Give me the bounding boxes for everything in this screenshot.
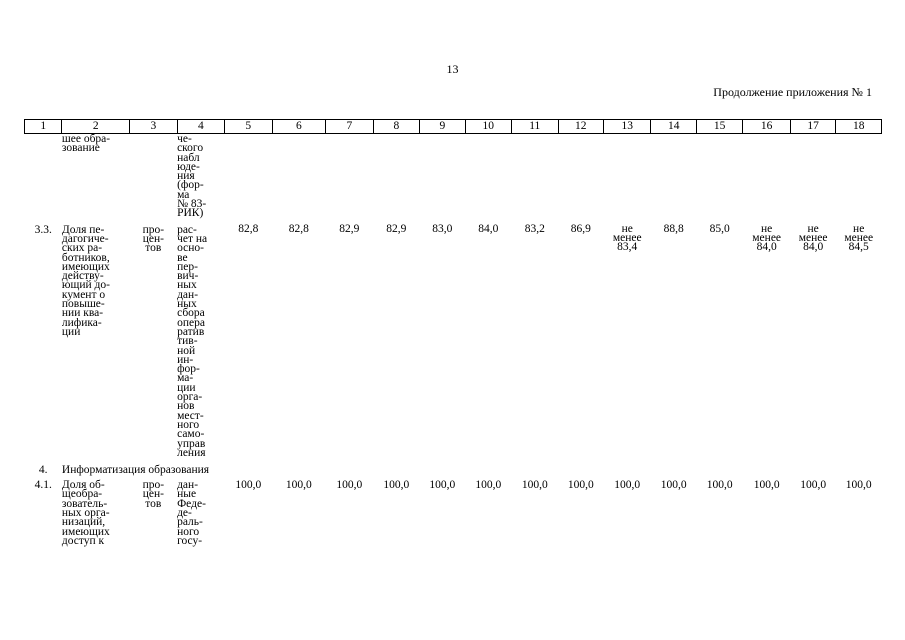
cell-value-col-6: 100,0 — [285, 479, 312, 492]
column-header-6: 6 — [272, 120, 326, 134]
text-line: раль- — [177, 516, 203, 529]
column-header-4: 4 — [177, 120, 224, 134]
text-line: тив- — [177, 335, 198, 348]
text-line: тов — [145, 242, 162, 255]
cell-name — [62, 219, 130, 458]
text-line: доступ к — [61, 534, 105, 547]
text-line: 83,2 — [524, 222, 545, 235]
cell-value-col-5: 100,0 — [235, 479, 262, 492]
cell-value-col-7: 100,0 — [336, 479, 363, 492]
text-line: управ — [177, 437, 206, 450]
cell-value-col-13: 100,0 — [614, 479, 641, 492]
text-line: 82,9 — [339, 222, 360, 235]
column-header-16: 16 — [743, 120, 790, 134]
text-line: ного — [177, 418, 200, 431]
cell-value-col-16: 100,0 — [753, 479, 780, 492]
text-line: 85,0 — [709, 222, 730, 235]
text-line: дан- — [177, 288, 199, 301]
cell-value-col-14: 100,0 — [660, 479, 687, 492]
text-line: ин- — [177, 353, 194, 366]
cell-number: 3.3. — [34, 223, 52, 236]
text-line: ления — [177, 446, 206, 459]
text-line: 83,4 — [617, 241, 638, 254]
text-line: 88,8 — [663, 222, 684, 235]
column-header-14: 14 — [651, 120, 696, 134]
text-line: (фор- — [177, 179, 204, 192]
text-line: менее — [844, 231, 874, 244]
cell-value-col-5 — [225, 219, 272, 458]
text-line: ских ра- — [61, 242, 103, 255]
cell-source — [177, 476, 224, 546]
text-line: осно- — [177, 242, 204, 255]
table-row-continuation — [25, 134, 882, 219]
text-line: пер- — [177, 260, 198, 273]
cell-value-col-18 — [836, 219, 882, 458]
text-line: цен- — [142, 488, 164, 501]
cell-value-col-9: 100,0 — [429, 479, 456, 492]
cell-value-col-18: 100,0 — [845, 479, 872, 492]
table-row-3-3 — [25, 219, 882, 458]
text-line: ратив — [177, 325, 205, 338]
table-row-section-4 — [25, 458, 882, 476]
column-header-2: 2 — [62, 120, 130, 134]
text-line: ющий до- — [61, 279, 110, 292]
table-row-4-1 — [25, 476, 882, 546]
column-header-8: 8 — [373, 120, 419, 134]
column-header-1: 1 — [25, 120, 62, 134]
text-line: госу- — [177, 534, 203, 547]
text-line: ве — [177, 251, 188, 264]
text-line: юде- — [177, 160, 200, 173]
text-line: орга- — [177, 391, 203, 404]
section-number: 4. — [38, 464, 48, 477]
column-header-3: 3 — [130, 120, 177, 134]
text-line: чет на — [177, 232, 208, 245]
cell-name — [62, 134, 130, 219]
text-line: тов — [145, 497, 162, 510]
text-line: вич- — [177, 270, 199, 283]
column-header-15: 15 — [696, 120, 742, 134]
text-line: ма — [177, 188, 190, 201]
cell-value-col-10: 100,0 — [475, 479, 502, 492]
cell-value-col-13 — [603, 219, 650, 458]
text-line: не — [761, 222, 773, 235]
continuation-label: Продолжение приложения № 1 — [713, 85, 872, 99]
text-line: 82,9 — [386, 222, 407, 235]
column-header-17: 17 — [790, 120, 835, 134]
column-header-5: 5 — [225, 120, 272, 134]
text-line: набл — [177, 151, 200, 164]
column-header-9: 9 — [420, 120, 465, 134]
text-line: ции — [61, 325, 81, 338]
text-line: ма- — [177, 372, 194, 385]
text-line: де- — [177, 506, 192, 519]
text-line: мест- — [177, 409, 204, 422]
text-line: Доля пе- — [61, 223, 105, 236]
column-header-7: 7 — [326, 120, 373, 134]
cell-source — [177, 219, 224, 458]
text-line: ной — [177, 344, 196, 357]
cell-value-col-14 — [651, 219, 696, 458]
text-line: ботников, — [61, 251, 110, 264]
text-line: ных — [177, 298, 197, 311]
text-line: ные — [177, 488, 197, 501]
cell-value-col-11: 100,0 — [521, 479, 548, 492]
text-line: нов — [177, 400, 195, 413]
text-line: нии ква- — [61, 307, 104, 320]
text-line: имеющих — [61, 525, 110, 538]
text-line: Феде- — [177, 497, 206, 510]
text-line: шее обра- — [61, 133, 111, 145]
text-line: менее — [752, 231, 782, 244]
text-line: 86,9 — [570, 222, 591, 235]
text-line: менее — [612, 231, 642, 244]
cell-value-col-9 — [420, 219, 465, 458]
cell-value-col-17 — [790, 219, 835, 458]
cell-value-col-8 — [373, 219, 419, 458]
section-title: Информатизация образования — [61, 464, 210, 477]
text-line: повыше- — [61, 298, 105, 311]
cell-value-col-15 — [696, 219, 742, 458]
text-line: кумент о — [61, 288, 106, 301]
cell-value-col-7 — [326, 219, 373, 458]
text-line: щеобра- — [61, 488, 103, 501]
text-line: ных орга- — [61, 506, 110, 519]
column-header-13: 13 — [603, 120, 650, 134]
text-line: 84,5 — [848, 241, 869, 254]
text-line: про- — [142, 223, 165, 236]
column-header-18: 18 — [836, 120, 882, 134]
text-line: цен- — [142, 232, 164, 245]
cell-value-col-11 — [512, 219, 558, 458]
column-header-11: 11 — [512, 120, 558, 134]
text-line: 82,8 — [288, 222, 309, 235]
text-line: дан- — [177, 479, 199, 492]
cell-value-col-15: 100,0 — [706, 479, 733, 492]
text-line: имеющих — [61, 260, 110, 273]
cell-unit — [130, 219, 177, 458]
text-line: рас- — [177, 223, 197, 236]
table-header-row — [25, 120, 882, 134]
text-line: про- — [142, 479, 165, 492]
cell-value-col-17: 100,0 — [800, 479, 827, 492]
text-line: 84,0 — [803, 241, 824, 254]
text-line: Доля об- — [61, 479, 105, 492]
text-line: 84,0 — [478, 222, 499, 235]
text-line: 84,0 — [756, 241, 777, 254]
cell-number: 4.1. — [34, 479, 52, 492]
text-line: РИК) — [177, 207, 204, 220]
text-line: ния — [177, 170, 195, 183]
indicator-table — [24, 119, 882, 546]
cell-source — [177, 134, 224, 219]
text-line: само- — [177, 428, 205, 441]
text-line: дагогиче- — [61, 232, 109, 245]
text-line: не — [807, 222, 819, 235]
text-line: фор- — [177, 363, 200, 376]
cell-value-col-12 — [558, 219, 603, 458]
text-line: не — [621, 222, 633, 235]
text-line: сбора — [177, 307, 205, 320]
cell-value-col-16 — [743, 219, 790, 458]
text-line: низаций, — [61, 516, 106, 529]
text-line: ного — [177, 525, 200, 538]
text-line: ции — [177, 381, 196, 394]
cell-value-col-12: 100,0 — [567, 479, 594, 492]
cell-name — [62, 476, 130, 546]
text-line: зователь- — [61, 497, 108, 510]
cell-unit — [130, 476, 177, 546]
text-line: опера — [177, 316, 205, 329]
column-header-10: 10 — [465, 120, 511, 134]
text-line: 83,0 — [432, 222, 453, 235]
page-number: 13 — [446, 62, 459, 76]
text-line: не — [853, 222, 865, 235]
text-line: менее — [798, 231, 828, 244]
text-line: лифика- — [61, 316, 102, 329]
cell-value-col-6 — [272, 219, 326, 458]
text-line: 82,8 — [238, 222, 259, 235]
text-line: действу- — [61, 270, 104, 283]
cell-value-col-8: 100,0 — [383, 479, 410, 492]
column-header-12: 12 — [558, 120, 603, 134]
cell-value-col-10 — [465, 219, 511, 458]
text-line: ского — [177, 142, 204, 155]
text-line: зование — [61, 142, 100, 155]
text-line: ных — [177, 279, 197, 292]
text-line: че- — [177, 133, 192, 145]
text-line: № 83- — [177, 198, 207, 211]
